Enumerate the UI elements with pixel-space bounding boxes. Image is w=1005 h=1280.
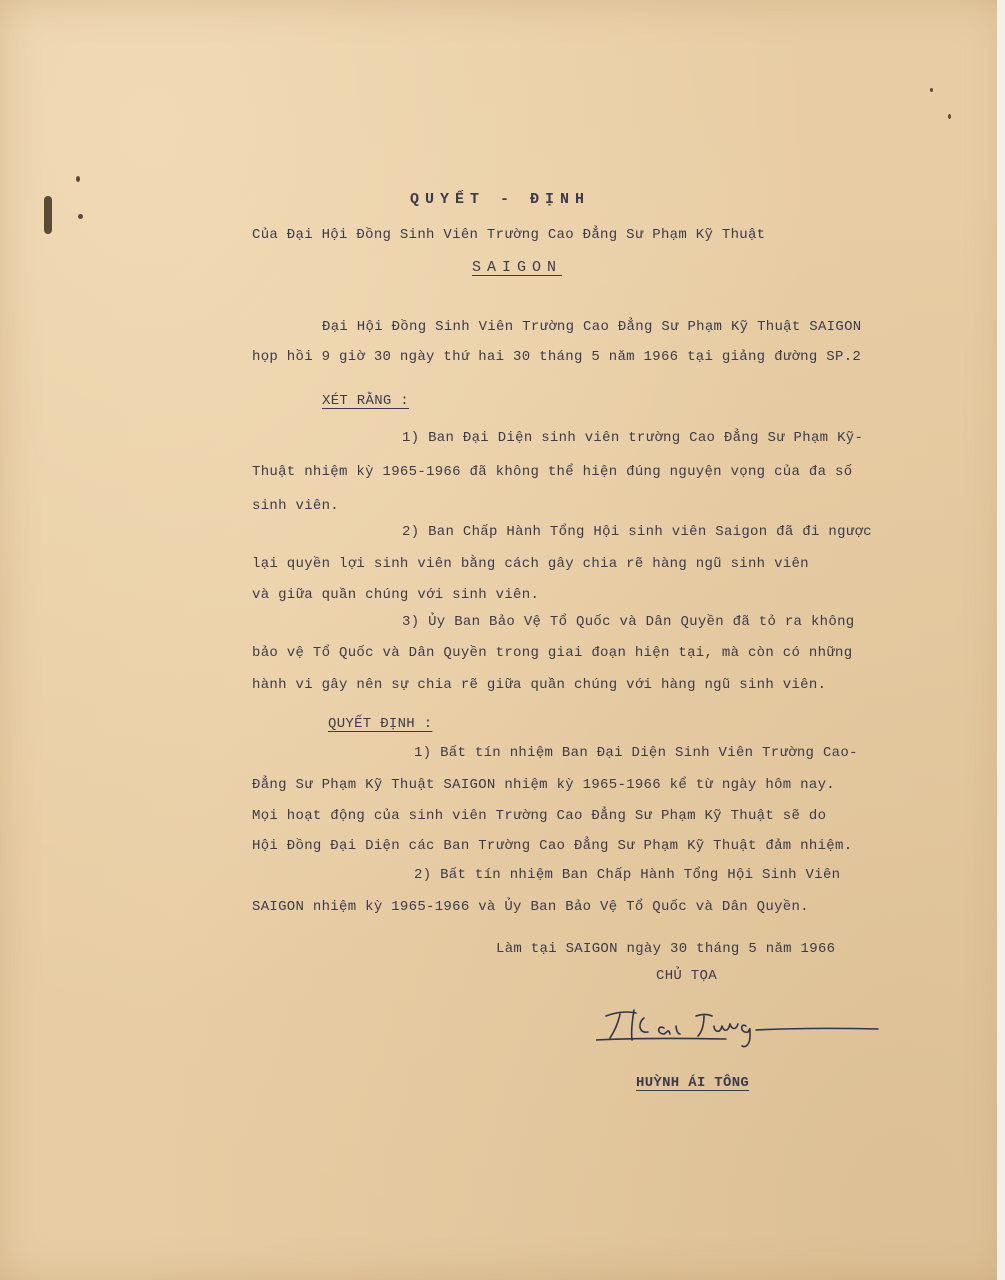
considering-line: 2) Ban Chấp Hành Tổng Hội sinh viên Saigon đã đi ngược <box>402 524 872 540</box>
decision-line: 2) Bất tín nhiệm Ban Chấp Hành Tổng Hội Sinh Viên <box>414 867 841 883</box>
intro-line: họp hồi 9 giờ 30 ngày thứ hai 30 tháng 5 năm 1966 tại giảng đường SP.2 <box>252 349 862 365</box>
document-city: SAIGON <box>472 259 563 276</box>
considering-line: sinh viên. <box>252 498 340 514</box>
punch-hole-mark <box>78 214 83 219</box>
considering-line: lại quyền lợi sinh viên bằng cách gây chia rẽ hàng ngũ sinh viên <box>252 556 809 572</box>
signature-stroke <box>714 1024 738 1031</box>
considering-line: bảo vệ Tổ Quốc và Dân Quyền trong giai đoạn hiện tại, mà còn có những <box>252 645 853 661</box>
considering-line: 1) Ban Đại Diện sinh viên trường Cao Đẳng Sư Phạm Kỹ- <box>402 430 864 446</box>
signature-stroke <box>742 1025 750 1046</box>
punch-hole-mark <box>76 176 80 182</box>
handwritten-signature <box>596 1002 886 1052</box>
decision-line: SAIGON nhiệm kỳ 1965-1966 và Ủy Ban Bảo Vệ Tổ Quốc và Dân Quyền. <box>252 899 809 915</box>
signature-stroke <box>610 1014 620 1038</box>
page-edge <box>997 0 1005 1280</box>
document-subtitle: Của Đại Hội Đồng Sinh Viên Trường Cao Đẳng Sư Phạm Kỹ Thuật <box>252 227 766 243</box>
considering-line: và giữa quần chúng với sinh viên. <box>252 587 540 603</box>
decision-line: Hội Đồng Đại Diện các Ban Trường Cao Đẳng Sư Phạm Kỹ Thuật đảm nhiệm. <box>252 838 853 854</box>
punch-hole-mark <box>44 196 52 234</box>
punch-hole-mark <box>930 88 933 92</box>
chair-role: CHỦ TỌA <box>656 968 717 984</box>
signature-stroke <box>606 1012 636 1016</box>
decision-heading: QUYẾT ĐỊNH : <box>328 716 433 732</box>
decision-line: Mọi hoạt động của sinh viên Trường Cao Đẳng Sư Phạm Kỹ Thuật sẽ do <box>252 808 827 824</box>
intro-line: Đại Hội Đồng Sinh Viên Trường Cao Đẳng Sư Phạm Kỹ Thuật SAIGON <box>322 319 862 335</box>
considering-heading: XÉT RẰNG : <box>322 393 410 409</box>
signature-stroke <box>659 1027 670 1034</box>
signature-stroke <box>676 1026 680 1034</box>
decision-line: Đẳng Sư Phạm Kỹ Thuật SAIGON nhiệm kỳ 1965-1966 kể từ ngày hôm nay. <box>252 777 835 793</box>
document-title: QUYẾT - ĐỊNH <box>410 191 591 208</box>
considering-line: hành vi gây nên sự chia rẽ giữa quần chúng với hàng ngũ sinh viên. <box>252 677 827 693</box>
signature-stroke <box>756 1028 878 1030</box>
punch-hole-mark <box>948 114 951 119</box>
signature-stroke <box>640 1018 648 1032</box>
signature-stroke <box>596 1038 726 1040</box>
decision-line: 1) Bất tín nhiệm Ban Đại Diện Sinh Viên Trường Cao- <box>414 745 858 761</box>
signature-stroke <box>698 1016 704 1036</box>
place-date: Làm tại SAIGON ngày 30 tháng 5 năm 1966 <box>496 941 836 957</box>
signer-name: HUỲNH ÁI TÔNG <box>636 1075 750 1091</box>
considering-line: Thuật nhiệm kỳ 1965-1966 đã không thể hiện đúng nguyện vọng của đa số <box>252 464 853 480</box>
considering-line: 3) Ủy Ban Bảo Vệ Tổ Quốc và Dân Quyền đã tỏ ra không <box>402 614 855 630</box>
signature-stroke <box>632 1010 634 1040</box>
